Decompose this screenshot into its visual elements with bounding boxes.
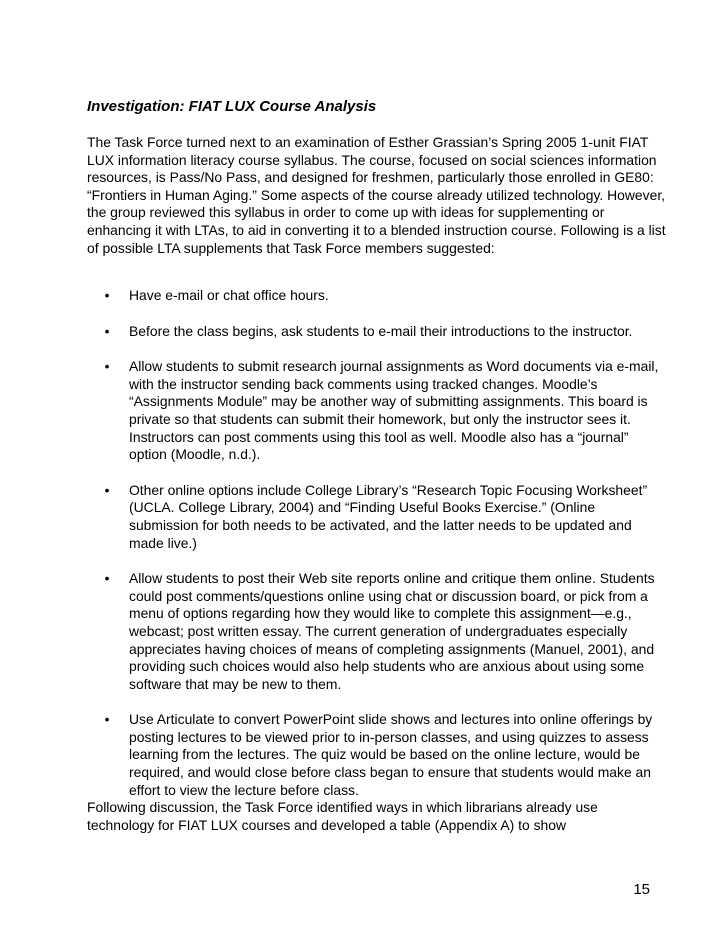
list-item [87, 711, 667, 799]
list-item [87, 482, 667, 552]
list-item [87, 358, 667, 464]
closing-paragraph: Following discussion, the Task Force identified ways in which librarians already use technology for FIAT LUX courses and developed a table (Appendix A) to show [87, 799, 598, 833]
list-item [87, 287, 667, 305]
list-item-text: Other online options include College Library’s “Research Topic Focusing Worksheet” (UCLA. College Library, 2004) and “Finding Useful Books Exercise.” (Online submission for both needs to be activated, and the latter needs to be updated and made live.) [129, 481, 648, 551]
section-heading: Investigation: FIAT LUX Course Analysis [87, 98, 377, 115]
bullet-icon: • [104, 711, 110, 728]
bullet-icon: • [104, 358, 110, 375]
list-item-text: Use Articulate to convert PowerPoint slide shows and lectures into online offerings by posting lectures to be viewed prior to in-person classes, and using quizzes to assess learning from the lectures. The quiz would be based on the online lecture, would be required, and would close before class began to ensure that students would make an effort to view the lecture before class. [129, 711, 653, 798]
intro-paragraph: The Task Force turned next to an examination of Esther Grassian’s Spring 2005 1-unit FIAT LUX information literacy course syllabus. The course, focused on social sciences information resources, is Pass/No Pass, and designed for freshmen, particularly those enrolled in GE80: “Frontiers in Human Aging.” Some aspects of the course already utilized technology. However, the group reviewed this syllabus in order to come up with ideas for supplementing or enhancing it with LTAs, to aid in converting it to a blended instruction course. Following is a list of possible LTA supplements that Task Force members suggested: [87, 134, 666, 256]
list-item-text: Have e-mail or chat office hours. [129, 287, 329, 303]
list-item-text: Allow students to submit research journal assignments as Word documents via e-mail, with the instructor sending back comments using tracked changes. Moodle’s “Assignments Module” may be another way of submitting assignments. This board is private so that students can submit their homework, but only the instructor sees it. Instructors can post comments using this tool as well. Moodle also has a “journal” option (Moodle, n.d.). [129, 358, 659, 463]
bullet-icon: • [104, 287, 110, 303]
page-number: 15 [633, 881, 650, 898]
suggestions-list [87, 287, 667, 817]
bullet-icon: • [104, 481, 110, 498]
list-item-text: Allow students to post their Web site reports online and critique them online. Students could post comments/questions online using chat or discussion board, or pick from a menu of options regarding how they would like to complete this assignment—e.g., webcast; post written essay. The current generation of undergraduates especially appreciates having choices of means of completing assignments (Manuel, 2001), and providing such choices would also help students who are anxious about using some software that may be new to them. [129, 570, 655, 692]
bullet-icon: • [104, 570, 110, 587]
bullet-icon: • [104, 322, 110, 339]
list-item [87, 323, 667, 341]
list-item-text: Before the class begins, ask students to e-mail their introductions to the instructor. [129, 322, 633, 339]
list-item [87, 570, 667, 693]
